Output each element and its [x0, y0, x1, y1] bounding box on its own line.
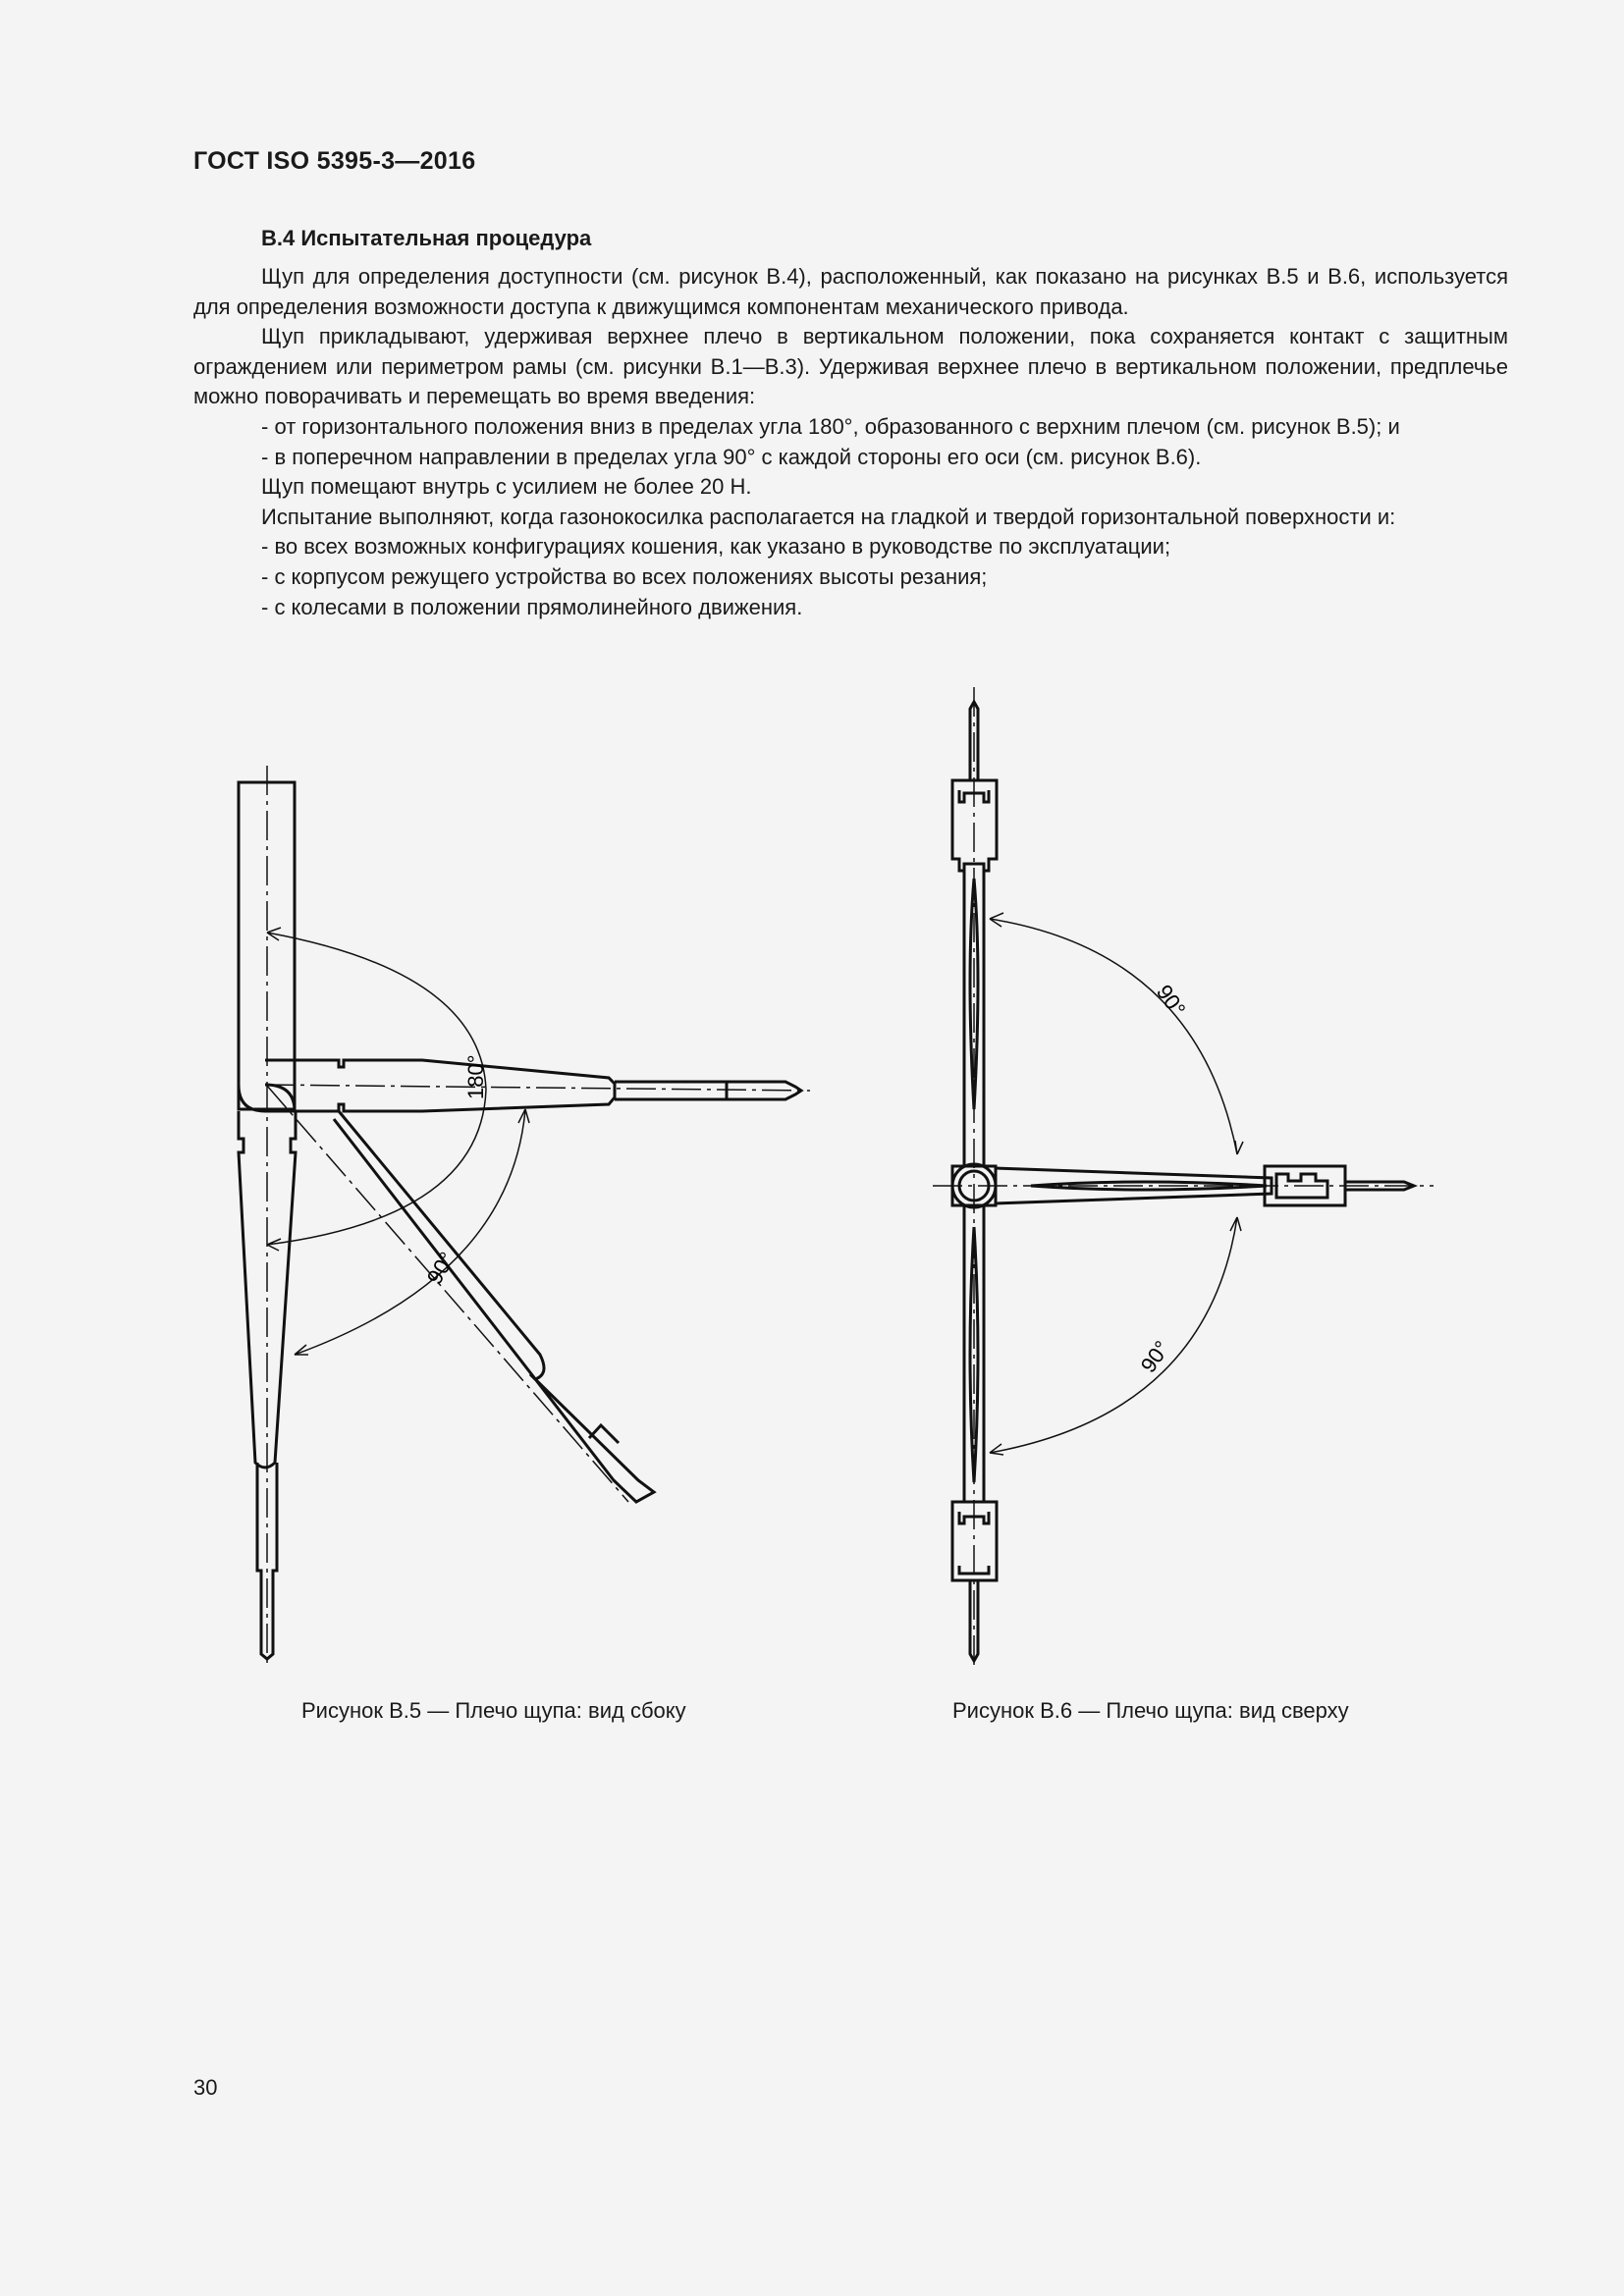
body-text	[193, 262, 1508, 622]
figure-b6-caption: Рисунок В.6 — Плечо щупа: вид сверху	[952, 1698, 1349, 1723]
angle-label-upper: 90°	[1151, 980, 1191, 1022]
angle-arc-upper	[990, 919, 1237, 1154]
figure-b5-drawing	[196, 687, 844, 1669]
angle-label-180: 180°	[463, 1054, 488, 1099]
paragraph: - с колесами в положении прямолинейного движения.	[261, 594, 803, 619]
section-title: B.4 Испытательная процедура	[261, 226, 592, 250]
angle-arc-180	[267, 933, 486, 1245]
angle-arc-90	[295, 1109, 525, 1355]
paragraph: Щуп прикладывают, удерживая верхнее плечо в вертикальном положении, пока сохраняется контакт с защитным ограждением или периметром рамы (см. рисунки В.1—В.3). Удерживая верхнее плечо в вертикальном положении, предплечье можно поворачивать и перемещать во время введения:	[193, 324, 1508, 409]
document-header: ГОСТ ISO 5395-3—2016	[193, 147, 476, 175]
paragraph: - в поперечном направлении в пределах угла 90° с каждой стороны его оси (см. рисунок В.6).	[261, 444, 1202, 469]
paragraph: - с корпусом режущего устройства во всех положениях высоты резания;	[261, 563, 988, 589]
figure-b5-caption: Рисунок В.5 — Плечо щупа: вид сбоку	[301, 1698, 686, 1723]
angle-label-lower: 90°	[1135, 1336, 1175, 1377]
forearm-diagonal	[334, 1111, 654, 1502]
paragraph: - от горизонтального положения вниз в пределах угла 180°, образованного с верхним плечом (см. рисунок В.5); и	[261, 413, 1400, 439]
paragraph: - во всех возможных конфигурациях кошения, как указано в руководстве по эксплуатации;	[261, 534, 1171, 560]
angle-label-90: 90°	[421, 1248, 460, 1289]
angle-arc-lower	[990, 1217, 1237, 1453]
figure-b6-drawing	[903, 687, 1453, 1669]
paragraph: Испытание выполняют, когда газонокосилка располагается на гладкой и твердой горизонтальной поверхности и:	[261, 504, 1396, 529]
paragraph: Щуп для определения доступности (см. рисунок В.4), расположенный, как показано на рисунках В.5 и В.6, используется для определения возможности доступа к движущимся компонентам механического привода.	[193, 264, 1508, 319]
page-number: 30	[193, 2075, 218, 2100]
paragraph: Щуп помещают внутрь с усилием не более 20 Н.	[261, 474, 752, 500]
